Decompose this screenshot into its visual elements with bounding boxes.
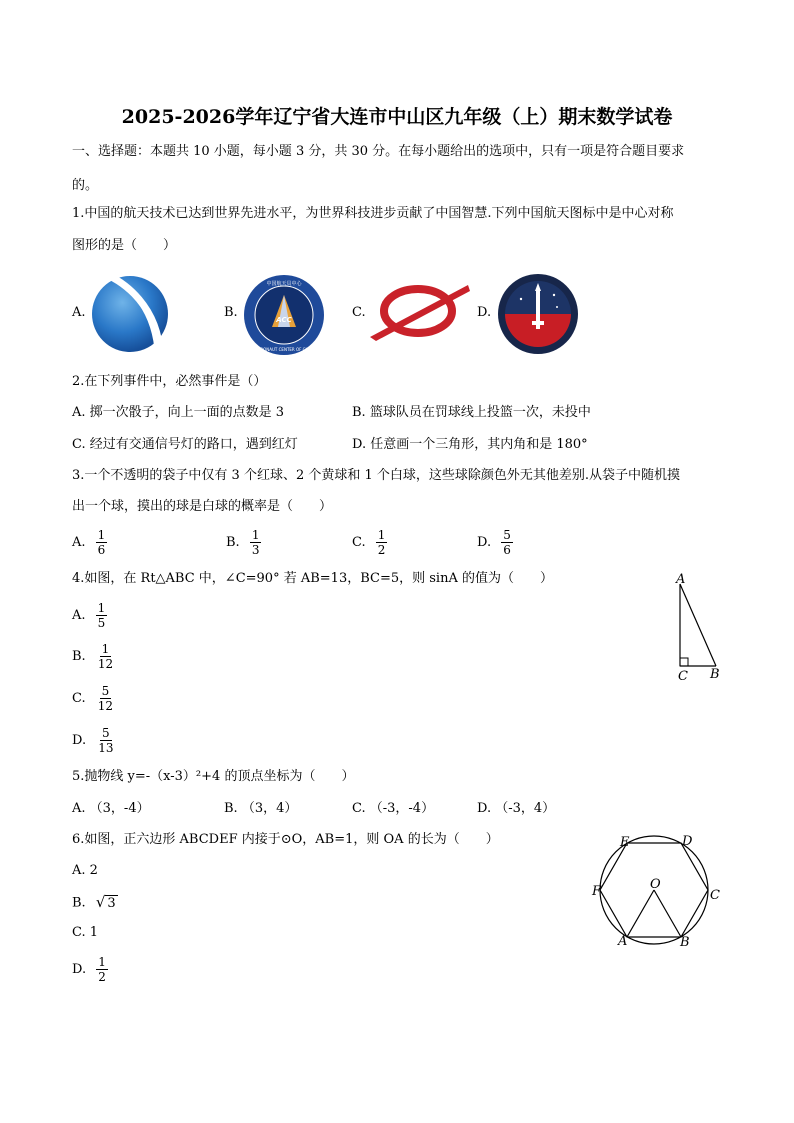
q2-option-d: D. 任意画一个三角形，其内角和是 180° — [352, 437, 588, 452]
q6-stem: 6.如图，正六边形 ABCDEF 内接于⊙O，AB=1，则 OA 的长为（ ） — [72, 832, 499, 847]
q3-b-denominator: 3 — [251, 543, 260, 557]
q4-option-c-fraction — [96, 684, 115, 713]
q6-vertex-d: D — [682, 834, 693, 849]
q4-c-denominator: 12 — [97, 699, 114, 713]
q3-option-a-fraction — [96, 528, 108, 557]
logo-b-acc-text: ACC — [276, 316, 292, 324]
q1-stem-line2: 图形的是（ ） — [72, 238, 177, 253]
q5-option-b: B. （3，4） — [224, 801, 298, 816]
q3-b-numerator: 1 — [251, 528, 260, 542]
q4-option-a-label: A. — [72, 608, 86, 623]
q6-option-d — [72, 955, 108, 984]
q2-option-b: B. 篮球队员在罚球线上投篮一次，未投中 — [352, 405, 591, 420]
logo-b-ring-text: 中国航天员中心 — [266, 281, 302, 287]
q4-option-b-fraction — [96, 642, 115, 671]
q2-option-a: A. 掷一次骰子，向上一面的点数是 3 — [72, 405, 285, 420]
q4-a-denominator: 5 — [97, 616, 106, 630]
q5-stem: 5.抛物线 y=-（x-3）²+4 的顶点坐标为（ ） — [72, 769, 355, 784]
logo-b-ring-text-en: ASTRONAUT CENTER OF CHINA — [252, 347, 316, 352]
q2-option-c: C. 经过有交通信号灯的路口，遇到红灯 — [72, 437, 298, 452]
q4-option-c — [72, 684, 115, 713]
q4-b-denominator: 12 — [97, 657, 114, 671]
q4-vertex-c: C — [678, 669, 688, 684]
q4-option-b-label: B. — [72, 649, 86, 664]
q4-option-d-fraction — [96, 726, 115, 755]
q3-option-c — [352, 528, 387, 557]
q1-option-b-astronaut-center-logo — [242, 273, 326, 357]
q4-option-d — [72, 726, 116, 755]
q1-option-b-label: B. — [224, 305, 238, 320]
sqrt-symbol-icon: √ — [95, 893, 106, 911]
page-title: 2025-2026学年辽宁省大连市中山区九年级（上）期末数学试卷 — [121, 106, 673, 128]
q4-stem: 4.如图，在 Rt△ABC 中，∠C=90° 若 AB=13，BC=5，则 sinA 的值为（ ） — [72, 571, 553, 586]
section-instructions-line2: 的。 — [72, 178, 99, 193]
q1-option-d-label: D. — [477, 305, 492, 320]
q6-center-o: O — [650, 877, 661, 892]
q5-option-c: C. （-3，-4） — [352, 801, 435, 816]
q4-side-ab — [680, 584, 716, 666]
q6-vertex-e: E — [620, 835, 630, 850]
q4-right-triangle-figure — [664, 570, 728, 686]
q6-option-a-label: A. — [72, 863, 86, 878]
q1-option-d-rocket-logo — [497, 273, 579, 355]
q4-option-a-fraction — [96, 601, 108, 630]
q3-option-a — [72, 528, 107, 557]
q1-stem-line1: 1.中国的航天技术已达到世界先进水平，为世界科技进步贡献了中国智慧.下列中国航天图标中是中心对称 — [72, 206, 674, 221]
q4-option-a — [72, 601, 107, 630]
q6-d-numerator: 1 — [98, 955, 106, 969]
q3-option-c-label: C. — [352, 535, 366, 550]
q6-inscribed-hexagon-figure — [588, 828, 724, 954]
q3-option-a-label: A. — [72, 535, 86, 550]
q6-d-denominator: 2 — [98, 970, 106, 984]
q4-vertex-a: A — [676, 572, 686, 587]
q1-option-c-swoosh-logo — [368, 281, 472, 343]
q3-option-d-label: D. — [477, 535, 492, 550]
q6-option-a-value: 2 — [89, 863, 98, 878]
q3-c-denominator: 2 — [377, 543, 386, 557]
q4-c-numerator: 5 — [101, 684, 110, 698]
q3-option-b-fraction — [250, 528, 262, 557]
q4-d-numerator: 5 — [102, 726, 110, 740]
q3-stem-line1: 3.一个不透明的袋子中仅有 3 个红球、2 个黄球和 1 个白球，这些球除颜色外无其他差别.从袋子中随机摸 — [72, 468, 681, 483]
q6-option-b-sqrt — [96, 892, 118, 914]
q4-right-angle-mark — [680, 658, 688, 666]
q3-option-d-fraction — [501, 528, 513, 557]
q6-option-d-label: D. — [72, 962, 87, 977]
q4-b-numerator: 1 — [101, 642, 110, 656]
q6-option-a — [72, 861, 98, 881]
q3-option-d — [477, 528, 513, 557]
q6-segment-ob — [654, 890, 681, 937]
q3-option-c-fraction — [376, 528, 388, 557]
q4-a-numerator: 1 — [97, 601, 106, 615]
q4-option-b — [72, 642, 115, 671]
q1-option-a-globe-logo — [88, 270, 176, 356]
q5-option-d: D. （-3，4） — [477, 801, 556, 816]
section-instructions-line1: 一、选择题：本题共 10 小题，每小题 3 分，共 30 分。在每小题给出的选项中，只有一项是符合题目要求 — [72, 144, 685, 159]
q6-option-c — [72, 923, 98, 943]
q4-option-c-label: C. — [72, 691, 86, 706]
q3-d-denominator: 6 — [503, 543, 511, 557]
q3-a-numerator: 1 — [97, 528, 106, 542]
q3-stem-line2: 出一个球，摸出的球是白球的概率是（ ） — [72, 499, 333, 514]
q6-option-b-label: B. — [72, 895, 86, 911]
q3-a-denominator: 6 — [97, 543, 106, 557]
q6-option-c-value: 1 — [89, 925, 99, 940]
q3-option-b — [226, 528, 261, 557]
q6-option-d-fraction — [96, 955, 108, 984]
q6-vertex-c: C — [710, 888, 720, 903]
q2-stem: 2.在下列事件中，必然事件是（） — [72, 374, 267, 389]
q6-option-c-label: C. — [72, 925, 86, 940]
q4-vertex-b: B — [710, 667, 720, 682]
q4-option-d-label: D. — [72, 733, 87, 748]
q6-segment-oa — [627, 890, 654, 937]
q6-vertex-b: B — [680, 935, 690, 950]
q6-vertex-a: A — [618, 934, 628, 949]
q3-option-b-label: B. — [226, 535, 240, 550]
q1-option-c-label: C. — [352, 305, 366, 320]
q5-option-a: A. （3，-4） — [72, 801, 150, 816]
q6-option-b-radicand: 3 — [107, 896, 116, 911]
q3-d-numerator: 5 — [503, 528, 511, 542]
q6-vertex-f: F — [592, 884, 602, 899]
q1-option-a-label: A. — [72, 305, 86, 320]
q6-option-b — [72, 892, 118, 914]
q4-d-denominator: 13 — [98, 741, 114, 755]
q3-c-numerator: 1 — [377, 528, 386, 542]
